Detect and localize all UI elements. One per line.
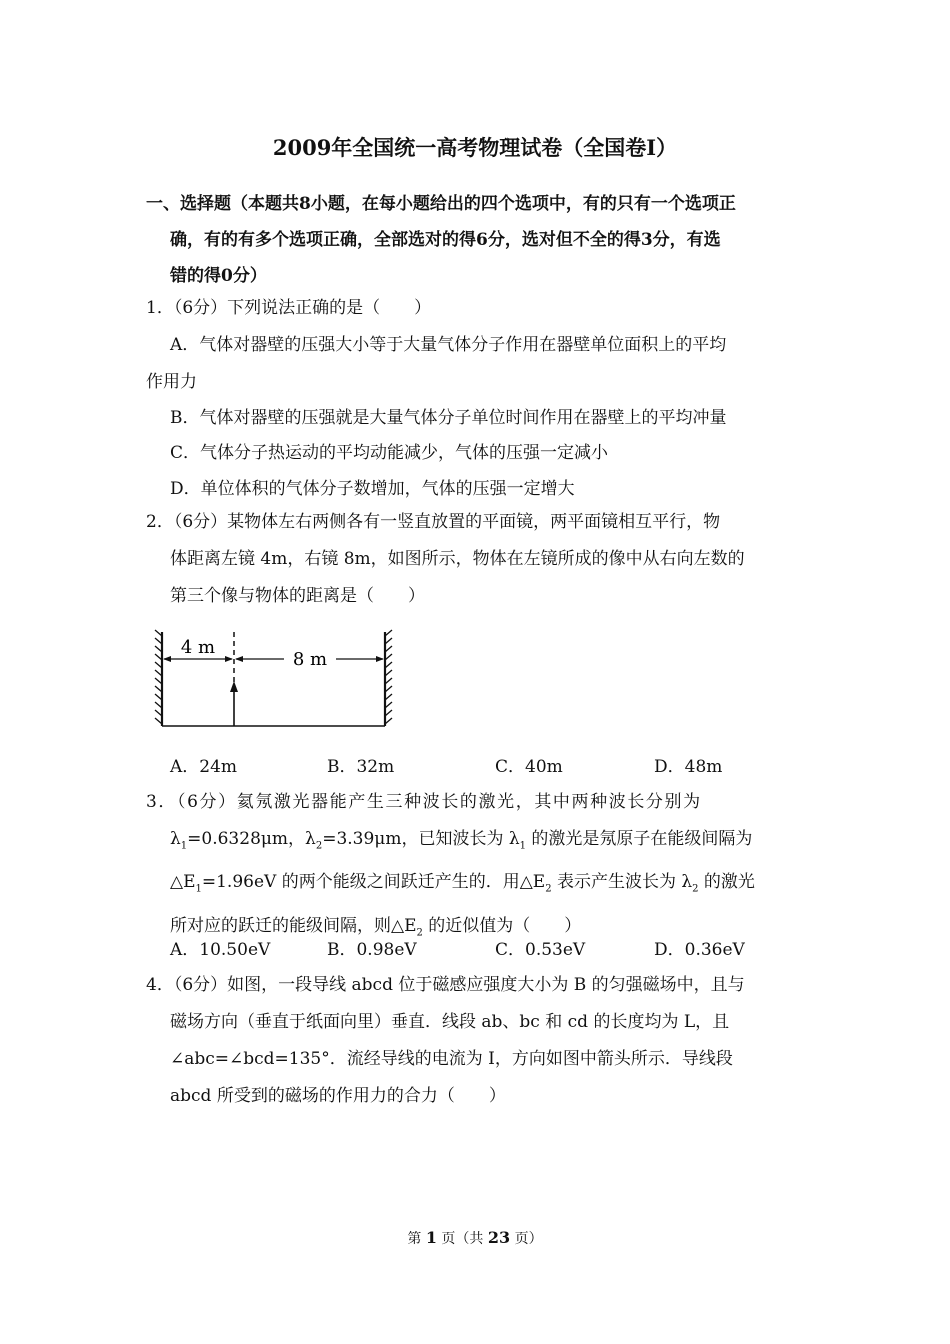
question-1-option-d: D．单位体积的气体分子数增加，气体的压强一定增大 xyxy=(170,479,575,499)
section-heading xyxy=(146,186,811,294)
question-2-line-2: 体距离左镜 4m，右镜 8m，如图所示，物体在左镜所成的像中从右向左数的 xyxy=(170,549,745,569)
text-span: =1.96eV 的两个能级之间跃迁产生的．用△E xyxy=(201,872,546,893)
question-3-line-1: 3．（6分）氦氖激光器能产生三种波长的激光，其中两种波长分别为 xyxy=(146,792,702,812)
lambda-symbol: λ xyxy=(170,829,181,849)
question-4 xyxy=(146,967,811,1115)
footer-page-number: 1 xyxy=(425,1228,437,1247)
right-distance-label: 8 m xyxy=(292,649,328,670)
page-footer xyxy=(0,1228,950,1248)
section-line-1: 一、选择题（本题共8小题，在每小题给出的四个选项中，有的只有一个选项正 xyxy=(146,194,736,214)
section-line-2: 确，有的有多个选项正确，全部选对的得6分，选对但不全的得3分，有选 xyxy=(170,230,721,250)
subscript: 1 xyxy=(195,883,202,895)
subscript: 2 xyxy=(416,927,423,939)
text-span: =0.6328μm，λ xyxy=(187,829,316,849)
left-dimension-arrow-right xyxy=(225,656,233,662)
question-4-line-4: abcd 所受到的磁场的作用力的合力（ ） xyxy=(170,1086,506,1106)
right-dimension-arrow-right xyxy=(376,656,384,662)
subscript: 2 xyxy=(692,883,699,895)
question-4-line-1: 4．（6分）如图，一段导线 abcd 位于磁感应强度大小为 B 的匀强磁场中，且与 xyxy=(146,975,745,995)
question-1-option-a: A．气体对器壁的压强大小等于大量气体分子作用在器壁单位面积上的平均 xyxy=(170,335,727,355)
left-distance-label: 4 m xyxy=(180,637,216,658)
left-dimension-arrow-left xyxy=(163,656,171,662)
footer-total-pages: 23 xyxy=(487,1228,511,1247)
question-2-line-1: 2．（6分）某物体左右两侧各有一竖直放置的平面镜，两平面镜相互平行，物 xyxy=(146,512,721,532)
text-span: △E xyxy=(170,872,196,893)
footer-prefix: 第 xyxy=(407,1231,426,1247)
text-span: 的激光 xyxy=(698,872,755,893)
page-title: 2009年全国统一高考物理试卷（全国卷Ⅰ） xyxy=(272,135,678,160)
text-span: 的近似值为（ ） xyxy=(422,915,582,936)
question-1-option-c: C．气体分子热运动的平均动能减少，气体的压强一定减小 xyxy=(170,443,609,463)
question-3-option-a: A．10.50eV xyxy=(170,940,271,960)
question-4-line-2: 磁场方向（垂直于纸面向里）垂直．线段 ab、bc 和 cd 的长度均为 L，且 xyxy=(170,1012,730,1032)
right-dimension-arrow-left xyxy=(235,656,243,662)
question-3-option-b: B．0.98eV xyxy=(327,940,417,960)
question-2-option-a: A．24m xyxy=(170,757,238,777)
subscript: 2 xyxy=(545,883,552,895)
mirror-figure xyxy=(150,626,400,730)
question-3-line-2 xyxy=(146,821,811,864)
text-span: 表示产生波长为 λ xyxy=(551,872,693,893)
question-2-line-3: 第三个像与物体的距离是（ ） xyxy=(170,586,425,606)
question-2 xyxy=(146,504,811,615)
question-1-option-b: B．气体对器壁的压强就是大量气体分子单位时间作用在器壁上的平均冲量 xyxy=(170,408,727,428)
question-2-option-d: D．48m xyxy=(654,757,723,777)
question-2-option-b: B．32m xyxy=(327,757,395,777)
question-4-line-3: ∠abc=∠bcd=135°．流经导线的电流为 I，方向如图中箭头所示．导线段 xyxy=(170,1049,733,1069)
question-1-option-a-cont: 作用力 xyxy=(146,372,197,392)
question-3-line-3 xyxy=(146,864,811,907)
section-line-3: 错的得0分） xyxy=(170,266,267,286)
text-span: =3.39μm，已知波长为 λ xyxy=(322,829,520,849)
question-3-option-c: C．0.53eV xyxy=(495,940,586,960)
question-1 xyxy=(146,290,811,507)
question-1-stem: 1．（6分）下列说法正确的是（ ） xyxy=(146,298,432,318)
question-3 xyxy=(146,784,811,951)
text-span: 所对应的跃迁的能级间隔，则△E xyxy=(170,915,417,936)
question-3-options xyxy=(170,932,810,968)
footer-suffix: 页） xyxy=(510,1231,543,1247)
text-span: 的激光是氖原子在能级间隔为 xyxy=(526,829,753,849)
question-2-option-c: C．40m xyxy=(495,757,563,777)
subscript: 1 xyxy=(519,840,527,852)
question-3-option-d: D．0.36eV xyxy=(654,940,745,960)
subscript: 2 xyxy=(315,840,323,852)
subscript: 1 xyxy=(180,840,188,852)
object-arrowhead xyxy=(230,681,238,692)
question-2-options xyxy=(170,749,810,785)
footer-middle: 页（共 xyxy=(436,1231,488,1247)
